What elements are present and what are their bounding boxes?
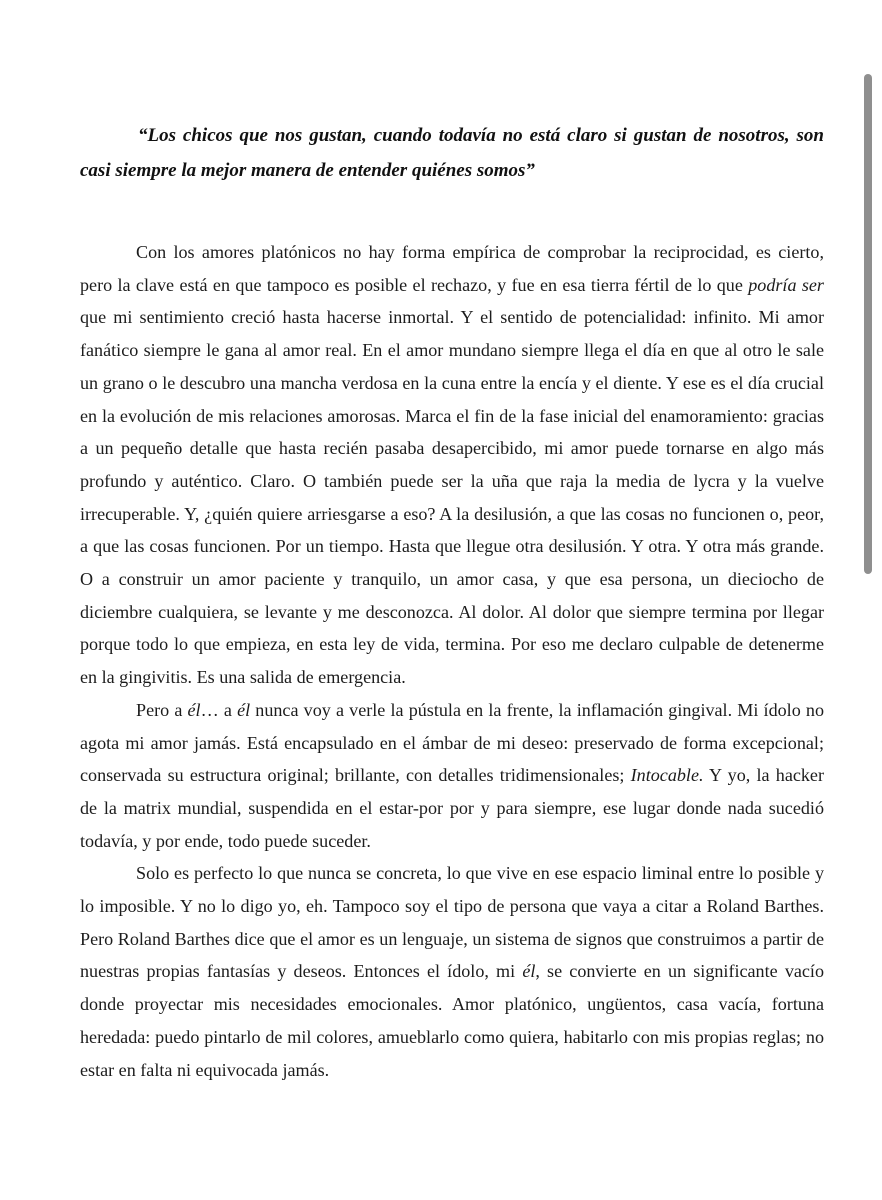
paragraph-1-italic: podría ser [748,274,824,295]
paragraph-2-text-e: nunca voy a verle la pústula en la frente, la inflamación gingival. Mi ídolo no agota mi amor jamás. Está encapsulado en el ámbar de mi deseo: preservado de forma excepcional; conservada su estructura original; brillante, con detalles tridimensionales; [80,699,825,786]
paragraph-3-text-c: , se convierte en un significante vacío donde proyectar mis necesidades emocionales. Amor platónico, ungüentos, casa vacía, fortuna heredada: puedo pintarlo de mil colores, amueblarlo como quiera, habitarlo con mis propias reglas; no estar en falta ni equivocada jamás. [80,961,825,1080]
scrollbar[interactable] [864,74,872,574]
paragraph-1 [80,236,824,694]
paragraph-3-text-a: Solo es perfecto lo que nunca se concreta, lo que vive en ese espacio liminal entre lo posible y lo imposible. Y no lo digo yo, eh. Tampoco soy el tipo de persona que vaya a citar a Roland Barthes. Pero Roland Barthes dice que el amor es un lenguaje, un sistema de signos que construimos a partir de nuestras propias fantasías y deseos. Entonces el ídolo, mi [80,863,824,982]
paragraph-2-italic-el-1: él [187,699,201,720]
paragraph-2-text-a: Pero a [136,699,188,720]
paragraph-1-text-c: que mi sentimiento creció hasta hacerse inmortal. Y el sentido de potencialidad: infinito. Mi amor fanático siempre le gana al amor real. En el amor mundano siempre llega el día en que al otro le sale un grano o le descubro una mancha verdosa en la cuna entre la encía y el diente. Y ese es el día crucial en la evolución de mis relaciones amorosas. Marca el fin de la fase inicial del enamoramiento: gracias a un pequeño detalle que hasta recién pasaba desapercibido, mi amor puede tornarse en algo más profundo y auténtico. Claro. O también puede ser la uña que raja la media de lycra y la vuelve irrecuperable. Y, ¿quién quiere arriesgarse a eso? A la desilusión, a que las cosas no funcionen o, peor, a que las cosas funcionen. Por un tiempo. Hasta que llegue otra desilusión. Y otra. Y otra más grande. O a construir un amor paciente y tranquilo, un amor casa, y que esa persona, un dieciocho de diciembre cualquiera, se levante y me desconozca. Al dolor. Al dolor que siempre termina por llegar porque todo lo que empieza, en esta ley de vida, termina. Por eso me declaro culpable de detenerme en la gingivitis. Es una salida de emergencia. [80,307,824,688]
paragraph-2-text-c: … a [200,699,238,720]
paragraph-2 [80,694,824,858]
document-body [80,118,824,1086]
paragraph-2-italic-intocable: Intocable. [630,765,704,786]
paragraph-2-italic-el-2: él [237,699,251,720]
paragraph-3 [80,857,824,1086]
paragraph-1-text-a: Con los amores platónicos no hay forma empírica de comprobar la reciprocidad, es cierto, pero la clave está en que tampoco es posible el rechazo, y fue en esa tierra fértil de lo que [80,242,824,295]
epigraph-quote: “Los chicos que nos gustan, cuando todavía no está claro si gustan de nosotros, son casi siempre la mejor manera de entender quiénes somos” [80,125,824,181]
paragraph-2-text-g: Y yo, la hacker de la matrix mundial, suspendida en el estar-por por y para siempre, ese lugar donde nada sucedió todavía, y por ende, todo puede suceder. [80,765,824,851]
paragraph-3-italic-el: él [522,961,536,982]
